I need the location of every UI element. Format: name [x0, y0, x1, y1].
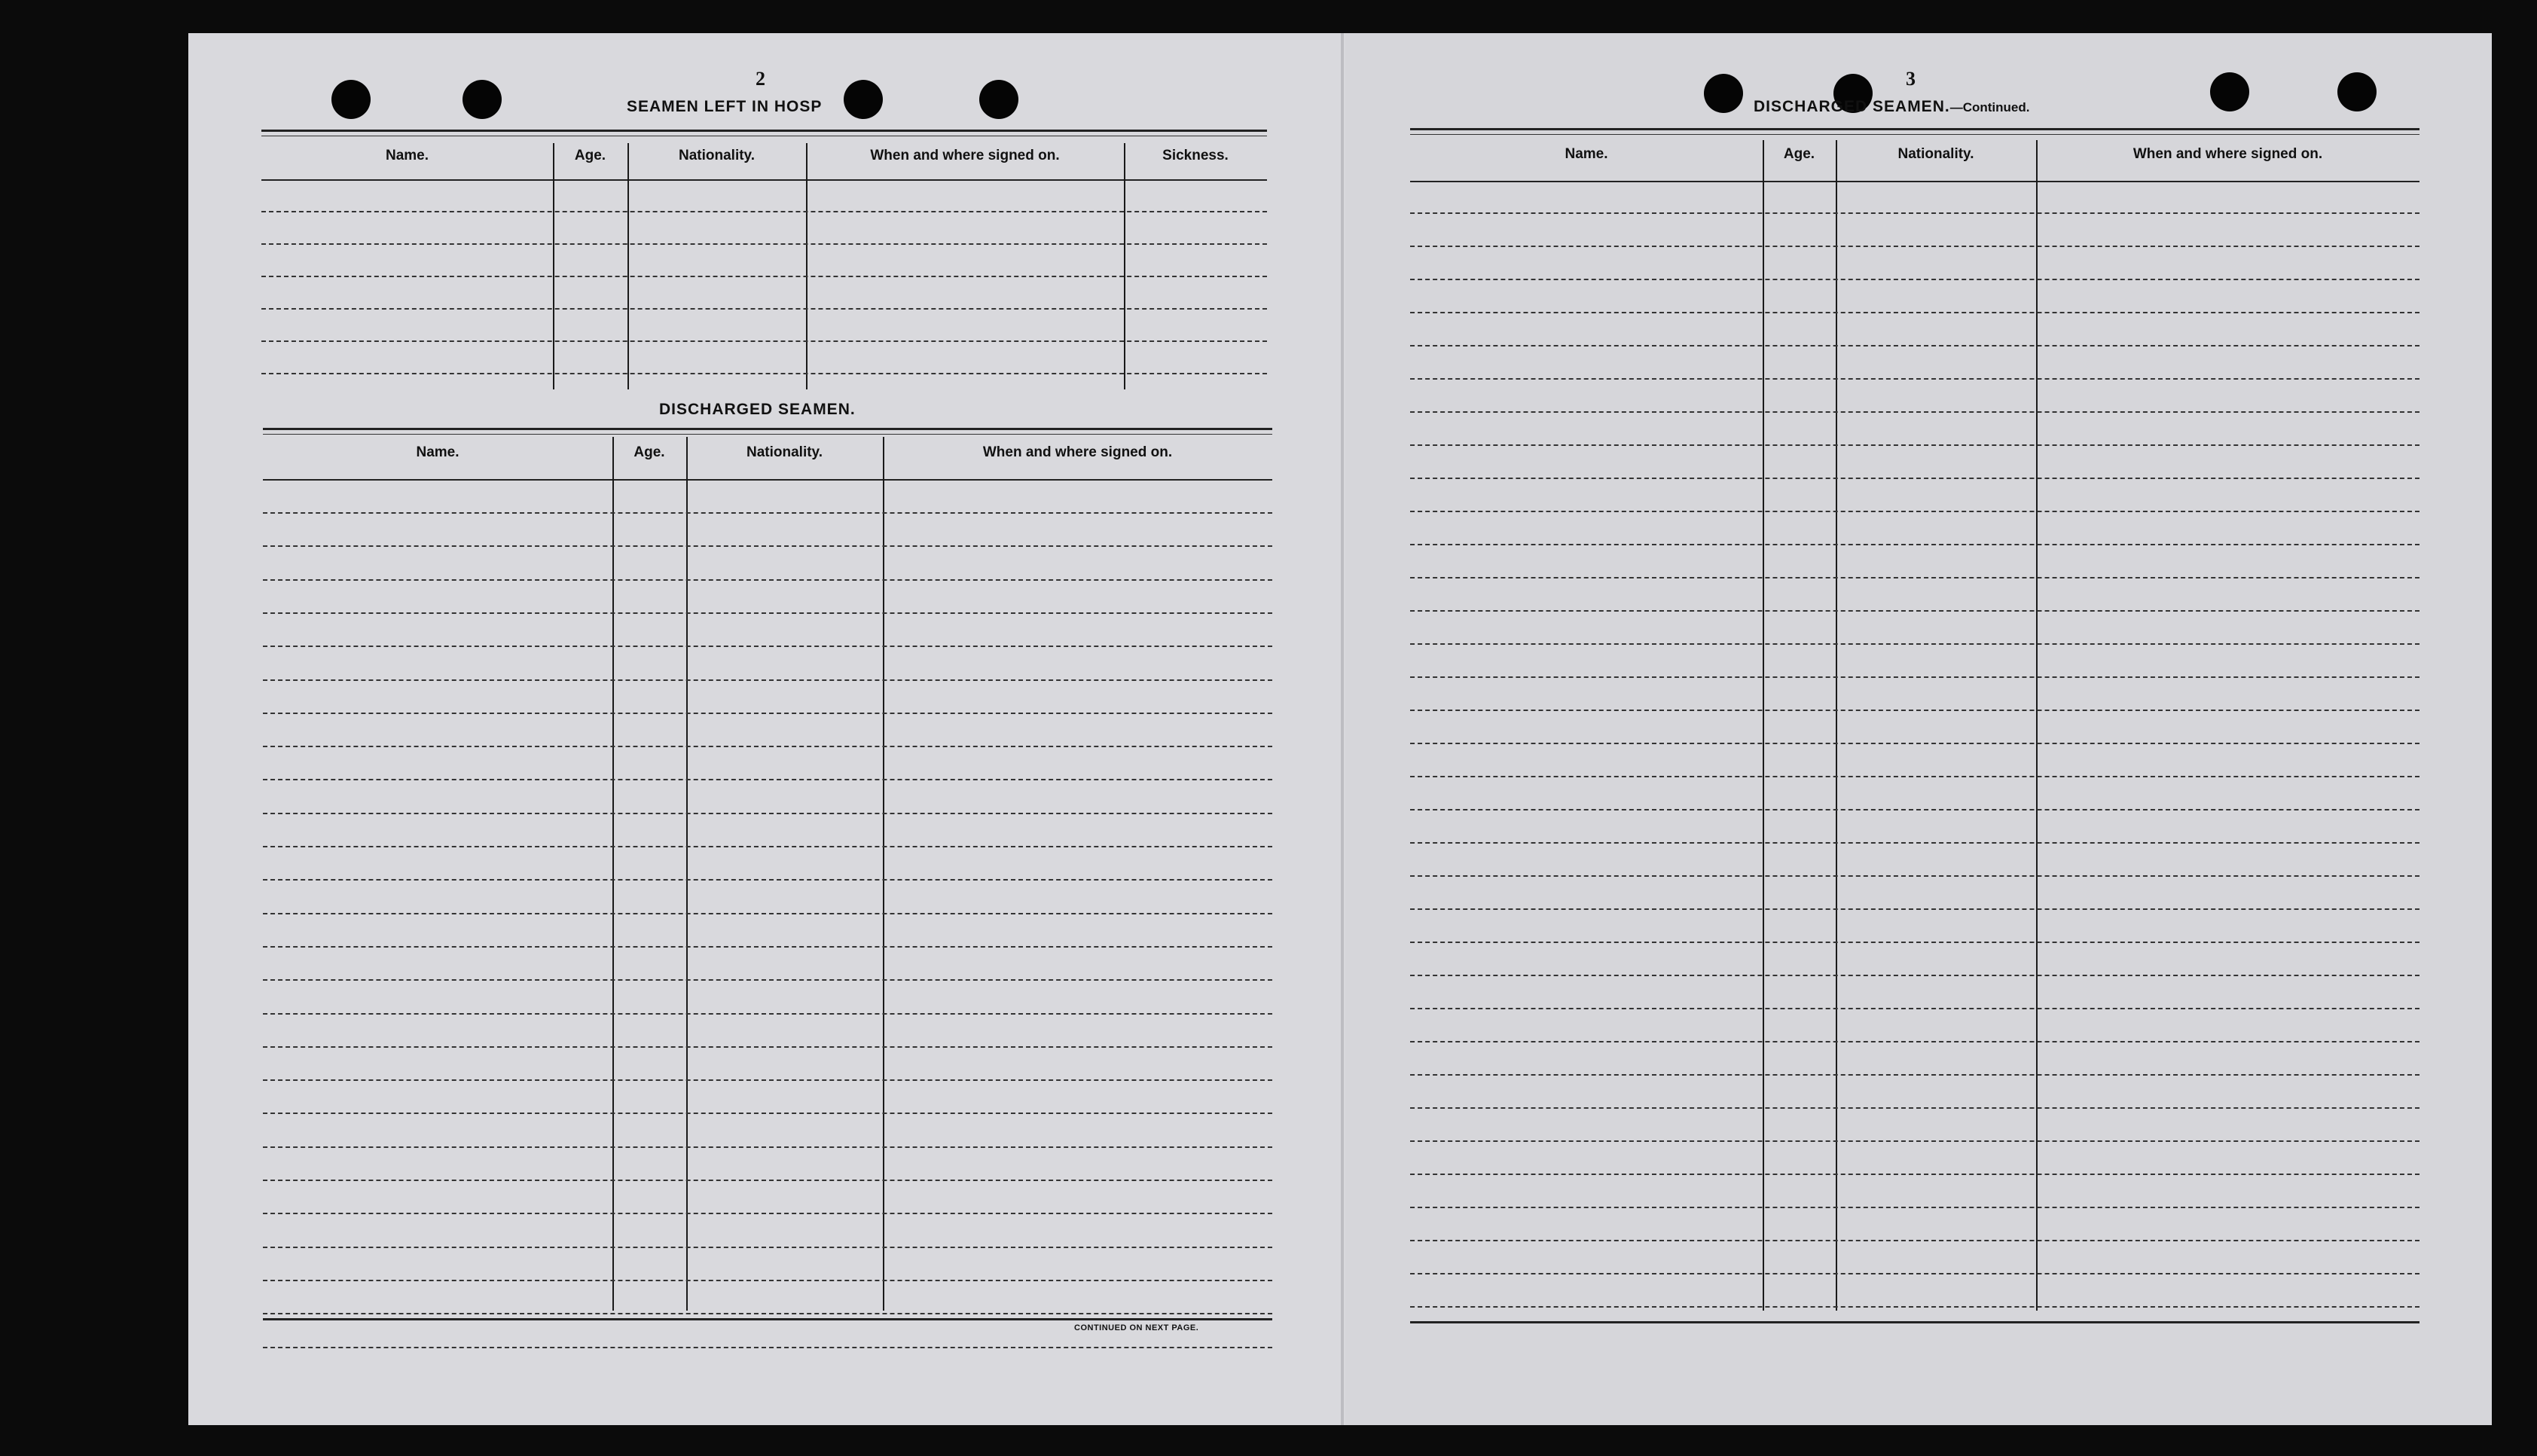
entry-line [263, 813, 1272, 814]
header-rule [1410, 181, 2419, 182]
table-bottom-rule [263, 1318, 1272, 1320]
entry-line [263, 1213, 1272, 1214]
entry-line [1410, 1273, 2419, 1274]
entry-line [1410, 743, 2419, 744]
entry-line [1410, 842, 2419, 844]
entry-line [261, 211, 1267, 212]
column-header: Name. [416, 444, 459, 460]
entry-line [263, 913, 1272, 914]
column-divider [1836, 140, 1837, 1311]
column-header: Age. [633, 444, 665, 460]
entry-line [1410, 710, 2419, 711]
entry-line [263, 779, 1272, 780]
entry-line [1410, 312, 2419, 313]
entry-line [1410, 908, 2419, 910]
table-top-rule-inner [1410, 134, 2419, 135]
column-header: Sickness. [1162, 148, 1229, 163]
entry-line [261, 243, 1267, 245]
column-header: Name. [385, 148, 429, 163]
entry-line [1410, 676, 2419, 678]
entry-line [1410, 1008, 2419, 1009]
entry-line [1410, 875, 2419, 877]
entry-line [1410, 1140, 2419, 1142]
entry-line [1410, 1174, 2419, 1175]
entry-line [263, 1079, 1272, 1081]
entry-line [1410, 279, 2419, 280]
punch-hole [1704, 74, 1743, 113]
entry-line [263, 545, 1272, 547]
column-divider [2036, 140, 2038, 1311]
entry-line [263, 1347, 1272, 1348]
entry-line [1410, 411, 2419, 413]
column-header: When and where signed on. [982, 444, 1173, 460]
entry-line [263, 979, 1272, 981]
punch-hole [463, 80, 502, 119]
entry-line [263, 1247, 1272, 1248]
header-rule [263, 479, 1272, 481]
entry-line [261, 276, 1267, 277]
entry-line [1410, 1306, 2419, 1308]
entry-line [1410, 577, 2419, 578]
column-divider [1124, 143, 1125, 389]
entry-line [1410, 776, 2419, 777]
discharged-section-title: DISCHARGED SEAMEN. [659, 401, 856, 418]
entry-line [1410, 478, 2419, 479]
entry-line [263, 879, 1272, 881]
column-divider [627, 143, 629, 389]
entry-line [263, 1046, 1272, 1048]
entry-line [263, 1180, 1272, 1181]
punch-hole [331, 80, 371, 119]
entry-line [263, 1280, 1272, 1281]
entry-line [261, 373, 1267, 374]
entry-line [1410, 444, 2419, 446]
entry-line [1410, 1240, 2419, 1241]
discharged-continued-title: DISCHARGED SEAMEN.—Continued. [1754, 98, 2030, 115]
entry-line [1410, 610, 2419, 612]
entry-line [263, 646, 1272, 647]
hospital-table [261, 130, 1267, 389]
page-number-right: 3 [1906, 68, 1916, 90]
column-header: Nationality. [746, 444, 823, 460]
entry-line [1410, 246, 2419, 247]
header-rule [261, 179, 1267, 181]
entry-line [261, 340, 1267, 342]
entry-line [1410, 942, 2419, 943]
punch-hole [844, 80, 883, 119]
punch-hole [2337, 72, 2377, 111]
entry-line [1410, 1107, 2419, 1109]
column-header: Nationality. [679, 148, 755, 163]
entry-line [263, 612, 1272, 614]
entry-line [1410, 544, 2419, 545]
column-header: When and where signed on. [870, 148, 1060, 163]
column-divider [1763, 140, 1764, 1311]
column-header: Name. [1565, 146, 1608, 162]
entry-line [1410, 212, 2419, 214]
entry-line [263, 579, 1272, 581]
discharged-table [263, 428, 1272, 1320]
entry-line [1410, 345, 2419, 346]
column-header: Age. [1783, 146, 1815, 162]
entry-line [263, 946, 1272, 948]
entry-line [1410, 1041, 2419, 1042]
entry-line [263, 713, 1272, 714]
punch-hole [2210, 72, 2249, 111]
entry-line [263, 1013, 1272, 1015]
entry-line [263, 1113, 1272, 1114]
table-top-rule [261, 130, 1267, 132]
entry-line [263, 1146, 1272, 1148]
column-divider [806, 143, 808, 389]
entry-line [263, 512, 1272, 514]
entry-line [1410, 809, 2419, 810]
table-bottom-rule [1410, 1321, 2419, 1323]
column-header: Age. [574, 148, 606, 163]
table-top-rule-inner [263, 434, 1272, 435]
continued-footnote: CONTINUED ON NEXT PAGE. [1074, 1323, 1199, 1332]
entry-line [1410, 975, 2419, 976]
entry-line [1410, 378, 2419, 380]
entry-line [263, 1313, 1272, 1314]
table-top-rule [263, 428, 1272, 430]
entry-line [1410, 643, 2419, 645]
entry-line [1410, 1207, 2419, 1208]
entry-line [1410, 511, 2419, 512]
entry-line [263, 846, 1272, 847]
column-header: Nationality. [1897, 146, 1974, 162]
entry-line [263, 679, 1272, 681]
column-divider [553, 143, 554, 389]
column-header: When and where signed on. [2132, 146, 2323, 162]
entry-line [263, 746, 1272, 747]
punch-hole [979, 80, 1018, 119]
table-top-rule [1410, 128, 2419, 130]
entry-line [1410, 1074, 2419, 1076]
entry-line [261, 308, 1267, 310]
hospital-section-title: SEAMEN LEFT IN HOSP [627, 98, 823, 115]
discharged-continued-table [1410, 128, 2419, 1322]
page-number-left: 2 [756, 68, 765, 90]
page-gutter [1341, 33, 1344, 1425]
